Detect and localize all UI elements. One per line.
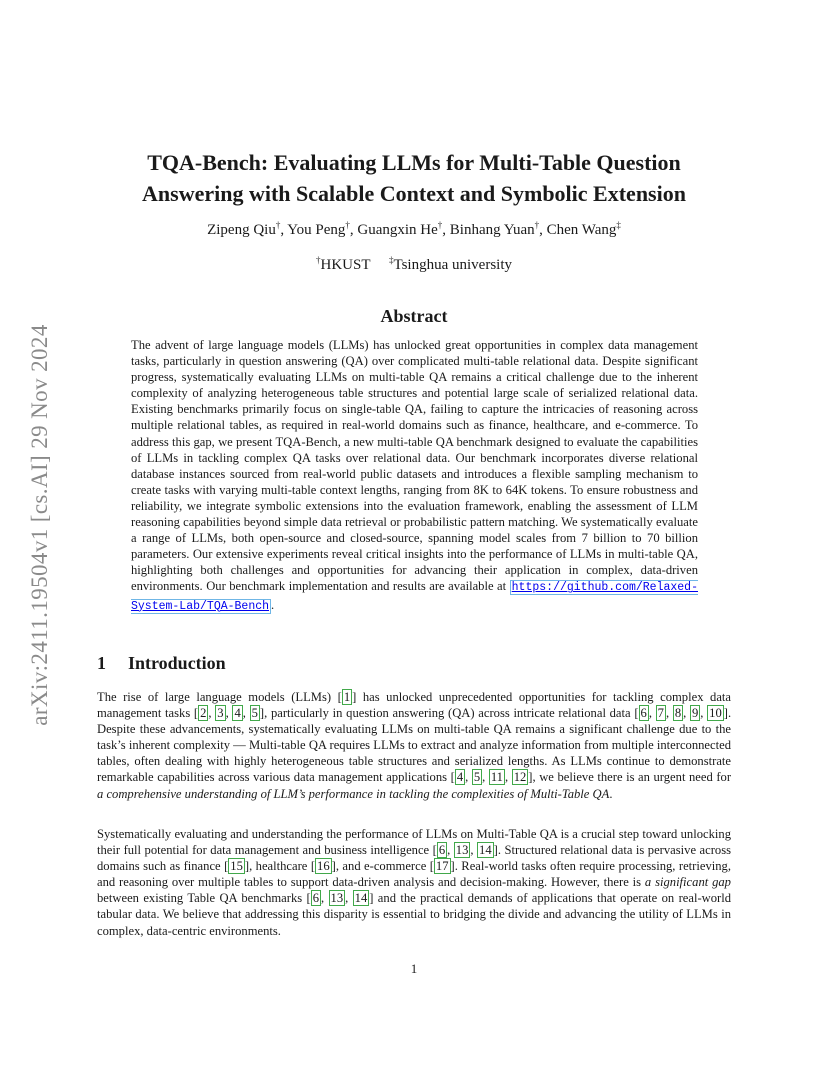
repository-link[interactable]: https://github.com/Relaxed-System-Lab/TQA-Bench xyxy=(131,581,698,613)
citation-link[interactable]: 4 xyxy=(234,706,241,721)
citation-link[interactable]: 14 xyxy=(479,843,492,858)
citation-link[interactable]: 11 xyxy=(490,770,503,785)
citation-link[interactable]: 6 xyxy=(438,843,446,858)
affiliation-list xyxy=(80,257,748,274)
author: You Peng† xyxy=(287,220,350,238)
citation-link[interactable]: 6 xyxy=(312,891,320,906)
citation-link[interactable]: 13 xyxy=(330,891,344,906)
intro-paragraph-2: Systematically evaluating and understanding the performance of LLMs on Multi-Table QA is a crucial step toward unlocking their full potential for data management and business intelligence [ 6 , 13 , 14 ]. Structured relational data is pervasive across domains such as finance [ 15 ], healthcare [ 16 ], and e-commerce [ 17 ]. Real-world tasks often require processing, retrieving, and reasoning over multiple tables to support data-driven analysis and decision-making. However, there is a significant gap between existing Table QA benchmarks [ 6 , 13 , 14 ] and the practical demands of applications that operate on real-world tabular data. We believe that addressing this disparity is essential to bridging the divide and advancing the utility of LLMs in complex, data-centric environments. xyxy=(97,827,732,938)
paper-title xyxy=(80,147,748,209)
citation-link[interactable]: 1 xyxy=(343,690,351,704)
citation-link[interactable]: 2 xyxy=(200,706,207,721)
section-heading-introduction xyxy=(97,653,226,674)
author-list: Zipeng Qiu†, You Peng†, Guangxin He†, Binhang Yuan†, Chen Wang‡ xyxy=(207,220,621,238)
citation-link[interactable]: 8 xyxy=(674,706,682,721)
citation-link[interactable]: 7 xyxy=(657,706,664,721)
citation-link[interactable]: 5 xyxy=(251,706,258,721)
citation-link[interactable]: 6 xyxy=(640,706,647,721)
intro-paragraph-1: The rise of large language models (LLMs) [ 1 ] has unlocked unprecedented opportunities for tackling complex data management tasks [ 2 , 3 , 4 , 5 ], particularly in question answering (QA) across intricate relational data [ 6 , 7 , 8 , 9 , 10 ]. Despite these advancements, systematically evaluating LLMs on multi-table QA remains a significant challenge due to the task’s inherent complexity — Multi-table QA requires LLMs to extract and analyze information from multiple interconnected tables, often dealing with highly heterogeneous table structures and serialized lengths. As LLMs continue to demonstrate remarkable capabilities across various data management applications [ 4 , 5 , 11 , 12 ], we believe there is an urgent need for a comprehensive understanding of LLM’s performance in tackling the complexities of Multi-Table QA. xyxy=(97,690,732,801)
citation-link[interactable]: 13 xyxy=(455,843,469,858)
citation-link[interactable]: 5 xyxy=(473,770,481,785)
author: Binhang Yuan† xyxy=(449,220,540,238)
citation-link[interactable]: 3 xyxy=(217,706,224,721)
title-line-1: TQA-Bench: Evaluating LLMs for Multi-Table Question xyxy=(147,150,681,175)
author: Zipeng Qiu† xyxy=(207,220,281,238)
citation-link[interactable]: 12 xyxy=(513,770,527,785)
page-number: 1 xyxy=(410,961,418,976)
citation-link[interactable]: 9 xyxy=(691,706,699,721)
citation-link[interactable]: 4 xyxy=(456,770,464,785)
emphasis-text: a comprehensive understanding of LLM’s performance in tackling the complexities of Multi-Table QA xyxy=(97,786,610,801)
abstract-heading: Abstract xyxy=(380,306,448,326)
section-title: Introduction xyxy=(128,653,226,673)
affiliation: ‡Tsinghua university xyxy=(388,255,512,273)
section-number: 1 xyxy=(97,653,106,673)
abstract-body: The advent of large language models (LLMs) has unlocked great opportunities in complex data management tasks, particularly in question answering (QA) over complicated multi-table relational data. Despite significant progress, systematically evaluating LLMs on multi-table QA remains a critical challenge due to the inherent complexity of analyzing heterogeneous table structures and potential large scale of serialized relational data. Existing benchmarks primarily focus on single-table QA, failing to capture the intricacies of reasoning across multiple relational tables, as required in real-world domains such as finance, healthcare, and e-commerce. To address this gap, we present TQA-Bench, a new multi-table QA benchmark designed to evaluate the capabilities of LLMs in tackling complex QA tasks over relational data. Our benchmark incorporates diverse relational database instances sourced from real-world public datasets and introduces a flexible sampling mechanism to create tasks with varying multi-table context lengths, ranging from 8K to 64K tokens. To ensure robustness and reliability, we integrate symbolic extensions into the evaluation framework, enabling the assessment of LLM reasoning capabilities beyond simple data retrieval or probabilistic pattern matching. We systematically evaluate a range of LLMs, both open-source and closed-source, spanning model scales from 7 billion to 70 billion parameters. Our extensive experiments reveal critical insights into the performance of LLMs in multi-table QA, highlighting both challenges and opportunities for advancing their application in complex, data-driven environments. Our benchmark implementation and results are available at https://github.com/Relaxed-System-Lab/TQA-Bench . xyxy=(131,338,698,613)
citation-link[interactable]: 15 xyxy=(230,859,243,874)
citation-link[interactable]: 17 xyxy=(435,859,449,874)
arxiv-identifier-stamp: arXiv:2411.19504v1 [cs.AI] 29 Nov 2024 xyxy=(27,324,52,726)
citation-link[interactable]: 16 xyxy=(317,859,330,874)
affiliation: †HKUST xyxy=(315,255,371,273)
author: Guangxin He† xyxy=(357,220,443,238)
emphasis-text: a significant gap xyxy=(644,875,731,890)
citation-link[interactable]: 10 xyxy=(709,706,722,721)
citation-link[interactable]: 14 xyxy=(354,891,368,906)
author: Chen Wang‡ xyxy=(546,220,621,238)
title-line-2: Answering with Scalable Context and Symbolic Extension xyxy=(142,181,686,206)
